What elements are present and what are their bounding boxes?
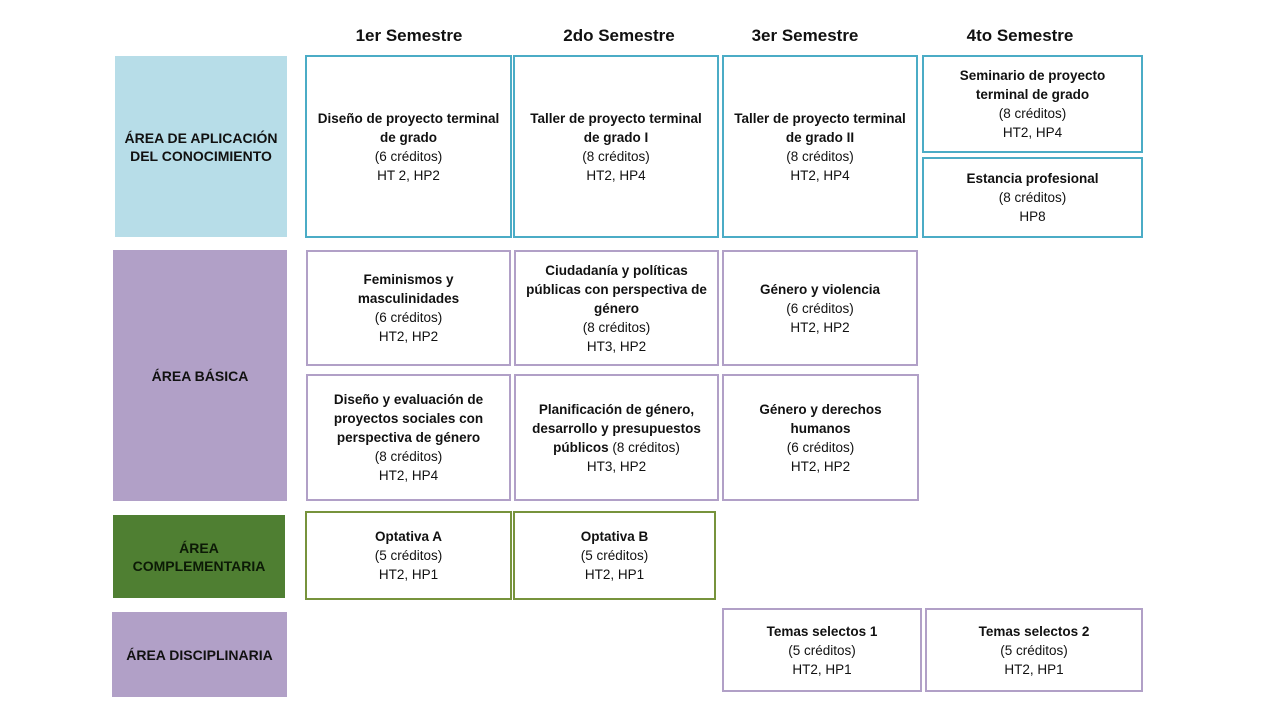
course-hours: HP8 bbox=[1019, 209, 1046, 224]
course-title: Diseño de proyecto terminal de grado bbox=[317, 110, 500, 145]
semester-header-4: 4to Semestre bbox=[966, 26, 1074, 45]
course-hours: HT2, HP4 bbox=[586, 167, 646, 183]
course-ciudadania bbox=[514, 250, 719, 366]
course-title: Planificación de género, desarrollo y presupuestos públicos bbox=[532, 401, 701, 455]
course-credits: (6 créditos) bbox=[374, 310, 443, 325]
course-hours: HT2, HP2 bbox=[790, 458, 851, 474]
course-credits: (8 créditos) bbox=[582, 148, 650, 164]
course-credits: (6 créditos) bbox=[786, 300, 854, 316]
course-credits: (8 créditos) bbox=[786, 148, 854, 164]
course-hours: HT 2, HP2 bbox=[377, 167, 440, 183]
course-title: Taller de proyecto terminal de grado I bbox=[530, 110, 702, 145]
course-title: Seminario de proyecto terminal de grado bbox=[959, 68, 1106, 102]
area-basica-label: ÁREA BÁSICA bbox=[113, 250, 287, 501]
course-credits: (6 créditos) bbox=[374, 148, 443, 164]
course-title: Diseño y evaluación de proyectos sociales con perspectiva de género bbox=[333, 392, 484, 445]
course-credits: (8 créditos) bbox=[612, 439, 680, 455]
course-optativa-b bbox=[513, 511, 716, 600]
course-hours: HT2, HP4 bbox=[790, 167, 850, 183]
course-diseno-proyecto bbox=[305, 55, 512, 238]
course-hours: HT2, HP4 bbox=[378, 468, 439, 483]
course-feminismos bbox=[306, 250, 511, 366]
course-credits: (8 créditos) bbox=[998, 106, 1067, 121]
area-disciplinaria-label: ÁREA DISCIPLINARIA bbox=[112, 612, 287, 697]
course-title: Género y derechos humanos bbox=[759, 401, 882, 436]
course-title: Feminismos y masculinidades bbox=[357, 272, 460, 306]
course-hours: HT3, HP2 bbox=[586, 458, 647, 474]
course-credits: (5 créditos) bbox=[1000, 642, 1068, 658]
course-credits: (5 créditos) bbox=[788, 642, 856, 658]
course-hours: HT2, HP1 bbox=[1004, 661, 1064, 677]
course-title: Temas selectos 1 bbox=[766, 623, 878, 639]
course-credits: (5 créditos) bbox=[374, 548, 443, 563]
course-hours: HT2, HP1 bbox=[584, 567, 645, 582]
course-credits: (8 créditos) bbox=[374, 449, 443, 464]
course-hours: HT3, HP2 bbox=[586, 338, 647, 354]
course-title: Taller de proyecto terminal de grado II bbox=[734, 110, 906, 145]
course-seminario bbox=[922, 55, 1143, 153]
course-genero-violencia bbox=[722, 250, 918, 366]
course-hours: HT2, HP2 bbox=[790, 319, 850, 335]
course-hours: HT2, HP1 bbox=[378, 567, 439, 582]
area-complementaria-label: ÁREA COMPLEMENTARIA bbox=[113, 515, 285, 598]
course-title: Temas selectos 2 bbox=[978, 623, 1090, 639]
course-temas-1 bbox=[722, 608, 922, 692]
course-title-line bbox=[524, 400, 709, 457]
course-credits: (8 créditos) bbox=[998, 190, 1067, 205]
course-title: Estancia profesional bbox=[966, 171, 1099, 186]
course-hours: HT2, HP4 bbox=[1002, 125, 1063, 140]
course-genero-derechos bbox=[722, 374, 919, 501]
area-aplicacion-label: ÁREA DE APLICACIÓN DEL CONOCIMIENTO bbox=[115, 56, 287, 237]
course-diseno-evaluacion bbox=[306, 374, 511, 501]
course-credits: (8 créditos) bbox=[582, 319, 651, 335]
course-optativa-a bbox=[305, 511, 512, 600]
semester-header-2: 2do Semestre bbox=[563, 26, 675, 45]
course-taller-1 bbox=[513, 55, 719, 238]
course-estancia bbox=[922, 157, 1143, 238]
course-title: Optativa A bbox=[374, 529, 442, 544]
course-title: Optativa B bbox=[580, 529, 649, 544]
course-credits: (6 créditos) bbox=[786, 439, 855, 455]
course-credits: (5 créditos) bbox=[580, 548, 649, 563]
course-hours: HT2, HP1 bbox=[792, 661, 852, 677]
course-hours: HT2, HP2 bbox=[378, 329, 439, 344]
course-taller-2 bbox=[722, 55, 918, 238]
semester-header-3: 3er Semestre bbox=[751, 26, 859, 45]
semester-header-1: 1er Semestre bbox=[355, 26, 463, 45]
course-title: Género y violencia bbox=[759, 281, 881, 297]
course-temas-2 bbox=[925, 608, 1143, 692]
course-title: Ciudadanía y políticas públicas con perspectiva de género bbox=[526, 262, 707, 316]
course-planificacion bbox=[514, 374, 719, 501]
